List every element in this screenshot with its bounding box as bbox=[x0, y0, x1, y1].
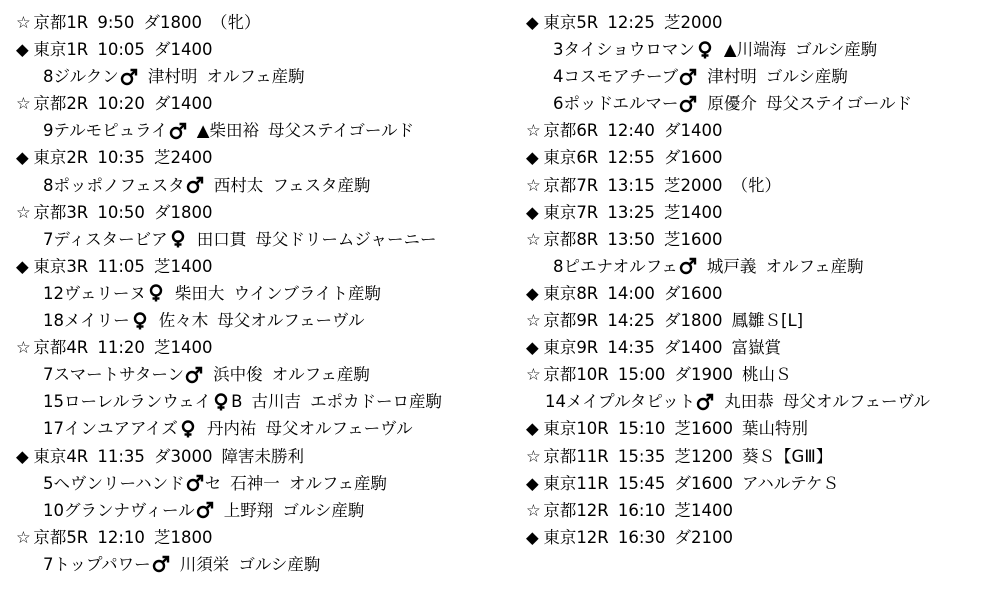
venue-marker: ◆ bbox=[16, 40, 29, 60]
jockey-name: ▲柴田裕 bbox=[196, 121, 259, 141]
race-course: 芝1400 bbox=[153, 256, 213, 276]
horse-name: 8ピエナオルフェ bbox=[553, 256, 678, 276]
horse-name: 18メイリー bbox=[43, 311, 130, 331]
venue-marker: ◆ bbox=[526, 419, 539, 439]
horse-info: 母父オルフェーヴル bbox=[782, 392, 931, 412]
horse-name: 6ポッドエルマー bbox=[553, 94, 679, 114]
race-note: 葉山特別 bbox=[742, 419, 809, 439]
race-time: 10:05 bbox=[97, 40, 145, 60]
venue-marker: ☆ bbox=[16, 527, 31, 547]
race-venue: 東京11R bbox=[543, 473, 609, 493]
male-symbol-icon bbox=[196, 501, 214, 519]
race-line bbox=[526, 470, 930, 497]
race-time: 9:50 bbox=[97, 13, 135, 32]
race-venue: 京都6R bbox=[543, 121, 599, 141]
race-line bbox=[16, 90, 442, 117]
race-course: 芝2000 bbox=[663, 175, 723, 195]
race-line bbox=[526, 117, 930, 144]
race-course: ダ1600 bbox=[663, 283, 723, 303]
horse-line bbox=[16, 226, 442, 253]
venue-marker: ☆ bbox=[526, 229, 541, 249]
race-venue: 京都4R bbox=[33, 338, 89, 358]
race-time: 11:05 bbox=[97, 256, 145, 276]
race-time: 12:40 bbox=[607, 121, 655, 141]
female-symbol-icon bbox=[147, 284, 165, 302]
jockey-name: 津村明 bbox=[707, 67, 757, 87]
race-course: 芝2000 bbox=[663, 13, 723, 32]
horse-name: 9テルモピュライ bbox=[43, 121, 168, 141]
race-venue: 東京8R bbox=[543, 283, 599, 303]
horse-info: ウインブライト産駒 bbox=[233, 283, 381, 303]
male-symbol-icon bbox=[679, 68, 697, 86]
horse-name: 7トップパワー bbox=[43, 554, 151, 574]
female-symbol-icon bbox=[131, 312, 149, 330]
horse-line bbox=[526, 63, 930, 90]
race-venue: 東京4R bbox=[33, 446, 89, 466]
horse-info: ゴルシ産駒 bbox=[282, 500, 365, 520]
horse-name: 3タイショウロマン bbox=[553, 40, 695, 60]
race-line bbox=[16, 36, 442, 63]
race-venue: 京都8R bbox=[543, 229, 599, 249]
horse-line bbox=[16, 551, 442, 578]
male-symbol-icon bbox=[152, 555, 170, 573]
horse-name: 4コスモアチーブ bbox=[553, 67, 679, 87]
jockey-name: ▲川端海 bbox=[723, 40, 787, 60]
venue-marker: ☆ bbox=[526, 500, 541, 520]
jockey-name: 田口貫 bbox=[196, 229, 247, 249]
race-line bbox=[526, 280, 930, 307]
jockey-name: 丸田恭 bbox=[724, 392, 774, 412]
horse-line bbox=[526, 253, 930, 280]
horse-name: 10グランナヴィール bbox=[43, 500, 195, 520]
race-line bbox=[526, 443, 930, 470]
horse-info: オルフェ産駒 bbox=[765, 256, 864, 276]
female-symbol-icon bbox=[212, 393, 230, 411]
venue-marker: ◆ bbox=[526, 148, 539, 168]
race-note: 葵Ｓ【GⅢ】 bbox=[742, 446, 833, 466]
race-course: 芝1800 bbox=[153, 527, 213, 547]
venue-marker: ◆ bbox=[526, 527, 539, 547]
horse-name: 14メイプルタピット bbox=[545, 392, 696, 412]
race-venue: 東京2R bbox=[33, 148, 89, 168]
race-course: 芝1400 bbox=[663, 202, 723, 222]
horse-name: 15ローレルランウェイ bbox=[43, 392, 212, 412]
horse-name: 12ヴェリーヌ bbox=[43, 283, 146, 303]
venue-marker: ☆ bbox=[16, 94, 31, 114]
jockey-name: 城戸義 bbox=[706, 256, 757, 276]
race-course: ダ1800 bbox=[663, 311, 723, 331]
male-symbol-icon bbox=[679, 257, 697, 275]
race-venue: 東京5R bbox=[543, 13, 599, 32]
venue-marker: ☆ bbox=[526, 175, 541, 195]
race-time: 11:35 bbox=[97, 446, 145, 466]
horse-info: オルフェ産駒 bbox=[206, 67, 305, 87]
venue-marker: ◆ bbox=[526, 338, 539, 358]
race-note: 鳳雛Ｓ[L] bbox=[731, 311, 804, 331]
race-course: ダ1400 bbox=[663, 121, 723, 141]
race-venue: 東京10R bbox=[543, 419, 609, 439]
race-time: 10:20 bbox=[97, 94, 145, 114]
female-symbol-icon bbox=[696, 41, 714, 59]
male-symbol-icon bbox=[120, 68, 138, 86]
race-line bbox=[526, 334, 930, 361]
race-line bbox=[16, 524, 442, 551]
left-column bbox=[16, 9, 442, 578]
race-course: 芝1600 bbox=[663, 229, 723, 249]
race-venue: 東京3R bbox=[33, 256, 89, 276]
horse-line bbox=[526, 36, 930, 63]
horse-line bbox=[16, 388, 442, 415]
race-venue: 京都12R bbox=[543, 500, 609, 520]
race-line bbox=[16, 334, 442, 361]
race-course: 芝2400 bbox=[153, 148, 213, 168]
horse-info: オルフェ産駒 bbox=[271, 365, 370, 385]
race-time: 14:00 bbox=[607, 283, 655, 303]
race-time: 15:35 bbox=[617, 446, 666, 466]
horse-name: 8ポッポノフェスタ bbox=[43, 175, 185, 195]
horse-name: 5ヘヴンリーハンド bbox=[43, 473, 185, 493]
venue-marker: ☆ bbox=[526, 365, 541, 385]
race-time: 10:35 bbox=[97, 148, 145, 168]
horse-line bbox=[16, 470, 442, 497]
female-symbol-icon bbox=[169, 230, 187, 248]
race-venue: 京都1R bbox=[33, 13, 89, 32]
horse-line bbox=[526, 388, 930, 415]
race-line bbox=[526, 172, 930, 199]
race-time: 11:20 bbox=[97, 338, 145, 358]
horse-extra: B bbox=[231, 392, 243, 412]
jockey-name: 川須栄 bbox=[179, 554, 230, 574]
jockey-name: 上野翔 bbox=[223, 500, 274, 520]
venue-marker: ☆ bbox=[526, 446, 541, 466]
race-course: ダ2100 bbox=[674, 527, 733, 547]
male-symbol-icon bbox=[679, 95, 697, 113]
race-time: 13:50 bbox=[607, 229, 655, 249]
horse-line bbox=[16, 172, 442, 199]
race-course: ダ1400 bbox=[663, 338, 723, 358]
race-venue: 東京12R bbox=[543, 527, 609, 547]
race-time: 16:10 bbox=[617, 500, 666, 520]
race-venue: 東京1R bbox=[33, 40, 89, 60]
race-time: 14:25 bbox=[607, 311, 655, 331]
venue-marker: ◆ bbox=[526, 202, 539, 222]
race-course: 芝1200 bbox=[674, 446, 733, 466]
jockey-name: 原優介 bbox=[707, 94, 757, 114]
horse-name: 7スマートサターン bbox=[43, 365, 185, 385]
horse-info: フェスタ産駒 bbox=[272, 175, 371, 195]
male-symbol-icon bbox=[186, 474, 204, 492]
venue-marker: ◆ bbox=[526, 13, 539, 32]
race-course: ダ1600 bbox=[674, 473, 733, 493]
race-note: アハルテケＳ bbox=[742, 473, 840, 493]
race-note: 富嶽賞 bbox=[731, 338, 782, 358]
race-time: 15:10 bbox=[617, 419, 666, 439]
jockey-name: 津村明 bbox=[147, 67, 198, 87]
horse-name: 8ジルクン bbox=[43, 67, 119, 87]
jockey-name: 丹内祐 bbox=[206, 419, 257, 439]
female-symbol-icon bbox=[179, 420, 197, 438]
jockey-name: 浜中俊 bbox=[213, 365, 263, 385]
horse-line bbox=[16, 307, 442, 334]
horse-line bbox=[16, 415, 442, 442]
race-line bbox=[16, 9, 442, 36]
venue-marker: ◆ bbox=[16, 148, 29, 168]
race-note: 障害未勝利 bbox=[221, 446, 305, 466]
race-venue: 京都10R bbox=[543, 365, 609, 385]
race-time: 15:00 bbox=[617, 365, 666, 385]
race-line bbox=[16, 443, 442, 470]
race-line bbox=[526, 144, 930, 171]
race-line bbox=[526, 524, 930, 551]
race-course: ダ1600 bbox=[663, 148, 723, 168]
race-course: 芝1400 bbox=[153, 338, 213, 358]
race-course: ダ1400 bbox=[153, 94, 213, 114]
venue-marker: ◆ bbox=[526, 473, 539, 493]
horse-line bbox=[16, 117, 442, 144]
venue-marker: ☆ bbox=[526, 121, 541, 141]
jockey-name: 古川吉 bbox=[251, 392, 301, 412]
race-course: ダ1900 bbox=[674, 365, 733, 385]
horse-line bbox=[16, 280, 442, 307]
venue-marker: ☆ bbox=[16, 338, 31, 358]
race-line bbox=[16, 253, 442, 280]
race-line bbox=[526, 9, 930, 36]
horse-name: 7ディスタービア bbox=[43, 229, 168, 249]
race-line bbox=[526, 361, 930, 388]
race-time: 12:25 bbox=[607, 13, 655, 32]
race-time: 12:10 bbox=[97, 527, 145, 547]
horse-extra: セ bbox=[204, 473, 222, 493]
horse-info: 母父ステイゴールド bbox=[765, 94, 912, 114]
horse-info: オルフェ産駒 bbox=[288, 473, 387, 493]
race-time: 13:25 bbox=[607, 202, 655, 222]
jockey-name: 西村太 bbox=[213, 175, 264, 195]
race-line bbox=[526, 497, 930, 524]
race-course: 芝1600 bbox=[674, 419, 733, 439]
race-line bbox=[526, 226, 930, 253]
horse-info: ゴルシ産駒 bbox=[765, 67, 848, 87]
race-line bbox=[526, 415, 930, 442]
horse-info: ゴルシ産駒 bbox=[238, 554, 321, 574]
male-symbol-icon bbox=[169, 122, 187, 140]
race-venue: 東京7R bbox=[543, 202, 599, 222]
horse-info: 母父オルフェーヴル bbox=[217, 311, 365, 331]
race-line bbox=[16, 144, 442, 171]
race-time: 13:15 bbox=[607, 175, 655, 195]
horse-line bbox=[16, 63, 442, 90]
venue-marker: ◆ bbox=[16, 446, 29, 466]
horse-line bbox=[526, 90, 930, 117]
race-course: 芝1400 bbox=[674, 500, 733, 520]
horse-info: 母父ドリームジャーニー bbox=[255, 229, 437, 249]
race-time: 15:45 bbox=[617, 473, 666, 493]
male-symbol-icon bbox=[696, 393, 714, 411]
horse-line bbox=[16, 361, 442, 388]
race-course: ダ1800 bbox=[143, 13, 202, 32]
horse-info: 母父ステイゴールド bbox=[268, 121, 415, 141]
right-column bbox=[526, 9, 930, 551]
venue-marker: ☆ bbox=[526, 311, 541, 331]
horse-info: ゴルシ産駒 bbox=[795, 40, 878, 60]
jockey-name: 柴田大 bbox=[174, 283, 225, 303]
venue-marker: ☆ bbox=[16, 13, 31, 32]
race-time: 10:50 bbox=[97, 202, 145, 222]
race-line bbox=[16, 199, 442, 226]
jockey-name: 石神一 bbox=[230, 473, 280, 493]
venue-marker: ☆ bbox=[16, 202, 31, 222]
race-course: ダ1800 bbox=[153, 202, 213, 222]
race-venue: 京都9R bbox=[543, 311, 599, 331]
race-note: （牝） bbox=[731, 175, 782, 195]
race-venue: 東京9R bbox=[543, 338, 599, 358]
race-venue: 京都11R bbox=[543, 446, 609, 466]
race-note: 桃山Ｓ bbox=[742, 365, 792, 385]
jockey-name: 佐々木 bbox=[158, 311, 209, 331]
race-course: ダ1400 bbox=[153, 40, 213, 60]
horse-line bbox=[16, 497, 442, 524]
race-course: ダ3000 bbox=[153, 446, 213, 466]
race-venue: 京都3R bbox=[33, 202, 89, 222]
horse-info: エポカドーロ産駒 bbox=[310, 392, 443, 412]
horse-info: 母父オルフェーヴル bbox=[265, 419, 413, 439]
race-venue: 京都7R bbox=[543, 175, 599, 195]
race-time: 16:30 bbox=[617, 527, 666, 547]
race-venue: 東京6R bbox=[543, 148, 599, 168]
race-note: （牝） bbox=[211, 13, 261, 32]
race-venue: 京都2R bbox=[33, 94, 89, 114]
race-time: 12:55 bbox=[607, 148, 655, 168]
male-symbol-icon bbox=[185, 366, 203, 384]
venue-marker: ◆ bbox=[16, 256, 29, 276]
horse-name: 17インユアアイズ bbox=[43, 419, 178, 439]
race-line bbox=[526, 307, 930, 334]
race-line bbox=[526, 199, 930, 226]
race-venue: 京都5R bbox=[33, 527, 89, 547]
male-symbol-icon bbox=[186, 176, 204, 194]
race-time: 14:35 bbox=[607, 338, 655, 358]
venue-marker: ◆ bbox=[526, 283, 539, 303]
